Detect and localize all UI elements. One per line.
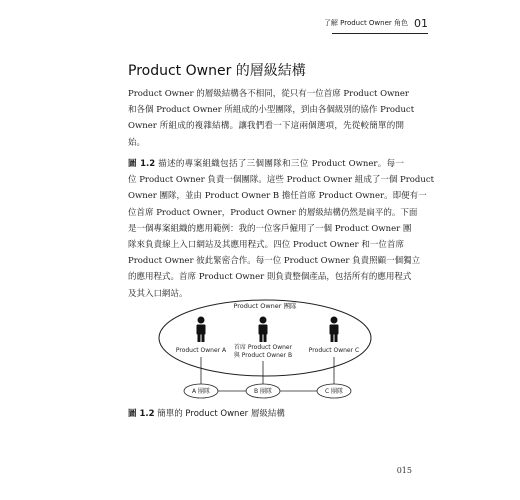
running-header [324, 18, 428, 29]
paragraph-line: Owner 所組成的複雜結構。讓我們看一下這兩個選項，先從較簡單的開 [128, 121, 404, 132]
product-owner-team-label: Product Owner 團隊 [233, 302, 297, 310]
paragraph-line: Product Owner 彼此緊密合作。每一位 Product Owner 負責照顧一個獨立 [128, 256, 421, 267]
page-number: 015 [396, 466, 412, 475]
figure-caption-text: 簡單的 Product Owner 層級結構 [154, 409, 285, 419]
paragraph-line: 是一個專案組織的應用範例：我的一位客戶僱用了一個 Product Owner 團 [128, 223, 412, 234]
figure-reference: 圖 1.2 [128, 159, 156, 169]
paragraph-line: 及其入口網站。 [128, 288, 188, 299]
paragraph-1 [128, 86, 415, 151]
org-diagram [150, 296, 400, 408]
paragraph-line: 隊來負責線上入口網站及其應用程式。四位 Product Owner 和一位首席 [128, 240, 404, 251]
figure-caption-number: 圖 1.2 [128, 409, 155, 419]
paragraph-line: Owner 團隊，並由 Product Owner B 擔任首席 Product Owner。即便有一 [128, 191, 427, 202]
person-icon [259, 317, 268, 343]
paragraph-line: 和各個 Product Owner 所組成的小型團隊，到由各個級別的協作 Product [128, 105, 415, 116]
figure-caption [128, 407, 285, 419]
org-diagram-svg [150, 296, 400, 408]
chief-product-owner-label: 首席 Product Owner [233, 344, 293, 351]
header-rule [332, 33, 428, 34]
paragraph-2 [128, 156, 435, 302]
paragraph-line: Product Owner 的層級結構各不相同，從只有一位首席 Product Owner [128, 89, 409, 99]
chapter-number: 01 [414, 17, 428, 30]
chapter-title: 了解 Product Owner 角色 [323, 19, 408, 27]
paragraph-line: 的應用程式。首席 Product Owner 則負責整個產品，包括所有的應用程式 [128, 272, 412, 283]
person-icon [197, 317, 206, 343]
paragraph-line-text: 描述的專案組織包括了三個團隊和三位 Product Owner。每一 [155, 159, 404, 169]
paragraph-line: 位首席 Product Owner，Product Owner 的層級結構仍然是扁平的。下面 [128, 207, 418, 218]
section-title: Product Owner 的層級結構 [128, 63, 306, 79]
paragraph-line: 始。 [128, 137, 146, 148]
paragraph-line [128, 156, 404, 172]
product-owner-a-label: Product Owner A [175, 347, 227, 354]
person-icon [330, 317, 339, 343]
product-owner-b-label: 與 Product Owner B [233, 352, 293, 359]
team-a-label: A 團隊 [191, 388, 211, 396]
team-b-label: B 團隊 [253, 388, 273, 396]
product-owner-c-label: Product Owner C [308, 347, 360, 354]
team-c-label: C 團隊 [324, 388, 344, 396]
paragraph-line: 位 Product Owner 負責一個團隊。這些 Product Owner 組成了一個 Product [128, 175, 435, 186]
